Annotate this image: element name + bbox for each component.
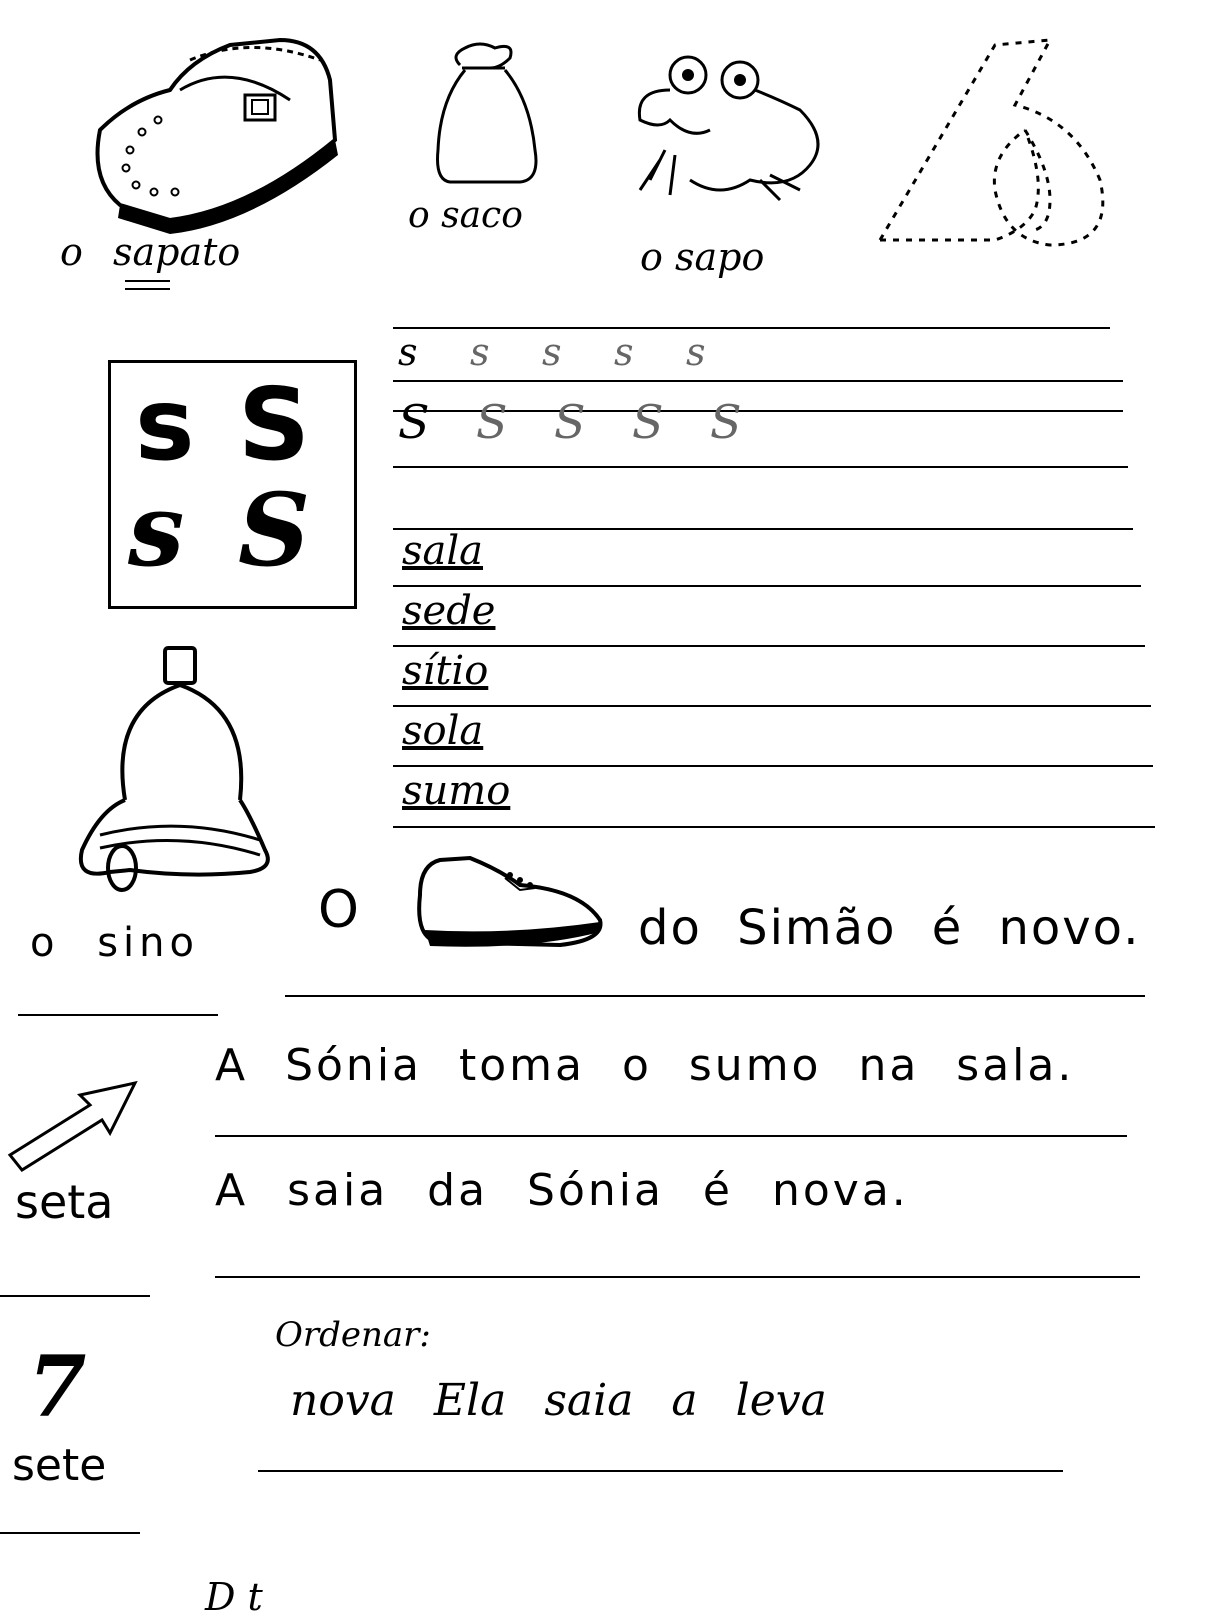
trace-upper-1: S — [398, 395, 430, 449]
writing-line — [393, 826, 1155, 828]
letter-cursive-upper: S — [238, 471, 311, 589]
writing-line — [0, 1532, 140, 1534]
trace-upper-4: S — [632, 395, 664, 449]
numeral-seven: 7 — [28, 1337, 87, 1436]
writing-line — [393, 585, 1141, 587]
word-sola: sola — [402, 708, 484, 754]
writing-line — [393, 645, 1145, 647]
frog-caption: o sapo — [640, 235, 765, 279]
sentence-2: A Sónia toma o sumo na sala. — [215, 1040, 1075, 1091]
word-sumo: sumo — [402, 768, 511, 814]
writing-line — [0, 1295, 150, 1297]
shoe-illustration — [80, 20, 350, 230]
letter-print-upper: S — [238, 366, 311, 483]
writing-line — [393, 380, 1123, 382]
trace-lower-1: s — [398, 330, 418, 374]
seven-caption: sete — [12, 1440, 107, 1491]
letter-cursive-lower: s — [128, 471, 185, 589]
trace-lower-row — [398, 330, 758, 374]
letter-print-lower: s — [135, 366, 195, 483]
writing-line — [215, 1276, 1140, 1278]
trace-lower-2: s — [470, 330, 490, 374]
writing-line — [393, 765, 1153, 767]
shoe-caption — [60, 230, 240, 274]
bag-illustration — [420, 40, 550, 190]
sentence-3: A saia da Sónia é nova. — [215, 1165, 909, 1216]
writing-line — [393, 705, 1151, 707]
word-sala: sala — [402, 528, 484, 574]
sentence-1-end: do Simão é novo. — [638, 900, 1141, 956]
writing-line — [393, 327, 1110, 329]
writing-line — [215, 1135, 1127, 1137]
ordenar-words: nova Ela saia a leva — [290, 1375, 827, 1426]
sentence-1-start: O — [318, 880, 359, 940]
trace-upper-2: S — [476, 395, 508, 449]
frog-illustration — [630, 50, 830, 220]
dotted-s-outline — [875, 30, 1125, 260]
trace-upper-3: S — [554, 395, 586, 449]
shoe-small-illustration — [410, 850, 610, 950]
footer-fragment: D t — [205, 1575, 263, 1619]
double-underline — [125, 280, 170, 290]
writing-line — [393, 466, 1128, 468]
writing-line — [258, 1470, 1063, 1472]
shoe-caption-article: o — [60, 230, 83, 274]
writing-line — [18, 1014, 218, 1016]
bell-illustration — [70, 640, 280, 900]
bell-caption: o sino — [30, 920, 199, 966]
arrow-illustration — [5, 1075, 145, 1175]
word-sitio: sítio — [402, 648, 489, 694]
trace-upper-row — [398, 395, 788, 449]
shoe-caption-word: sapato — [112, 230, 241, 274]
trace-lower-3: s — [542, 330, 562, 374]
trace-lower-4: s — [614, 330, 634, 374]
writing-line — [393, 528, 1133, 530]
arrow-caption: seta — [15, 1175, 114, 1229]
writing-line — [285, 995, 1145, 997]
bag-caption: o saco — [408, 195, 523, 236]
word-sede: sede — [402, 588, 496, 634]
trace-lower-5: s — [686, 330, 706, 374]
trace-upper-5: S — [710, 395, 742, 449]
ordenar-label: Ordenar: — [275, 1315, 431, 1355]
